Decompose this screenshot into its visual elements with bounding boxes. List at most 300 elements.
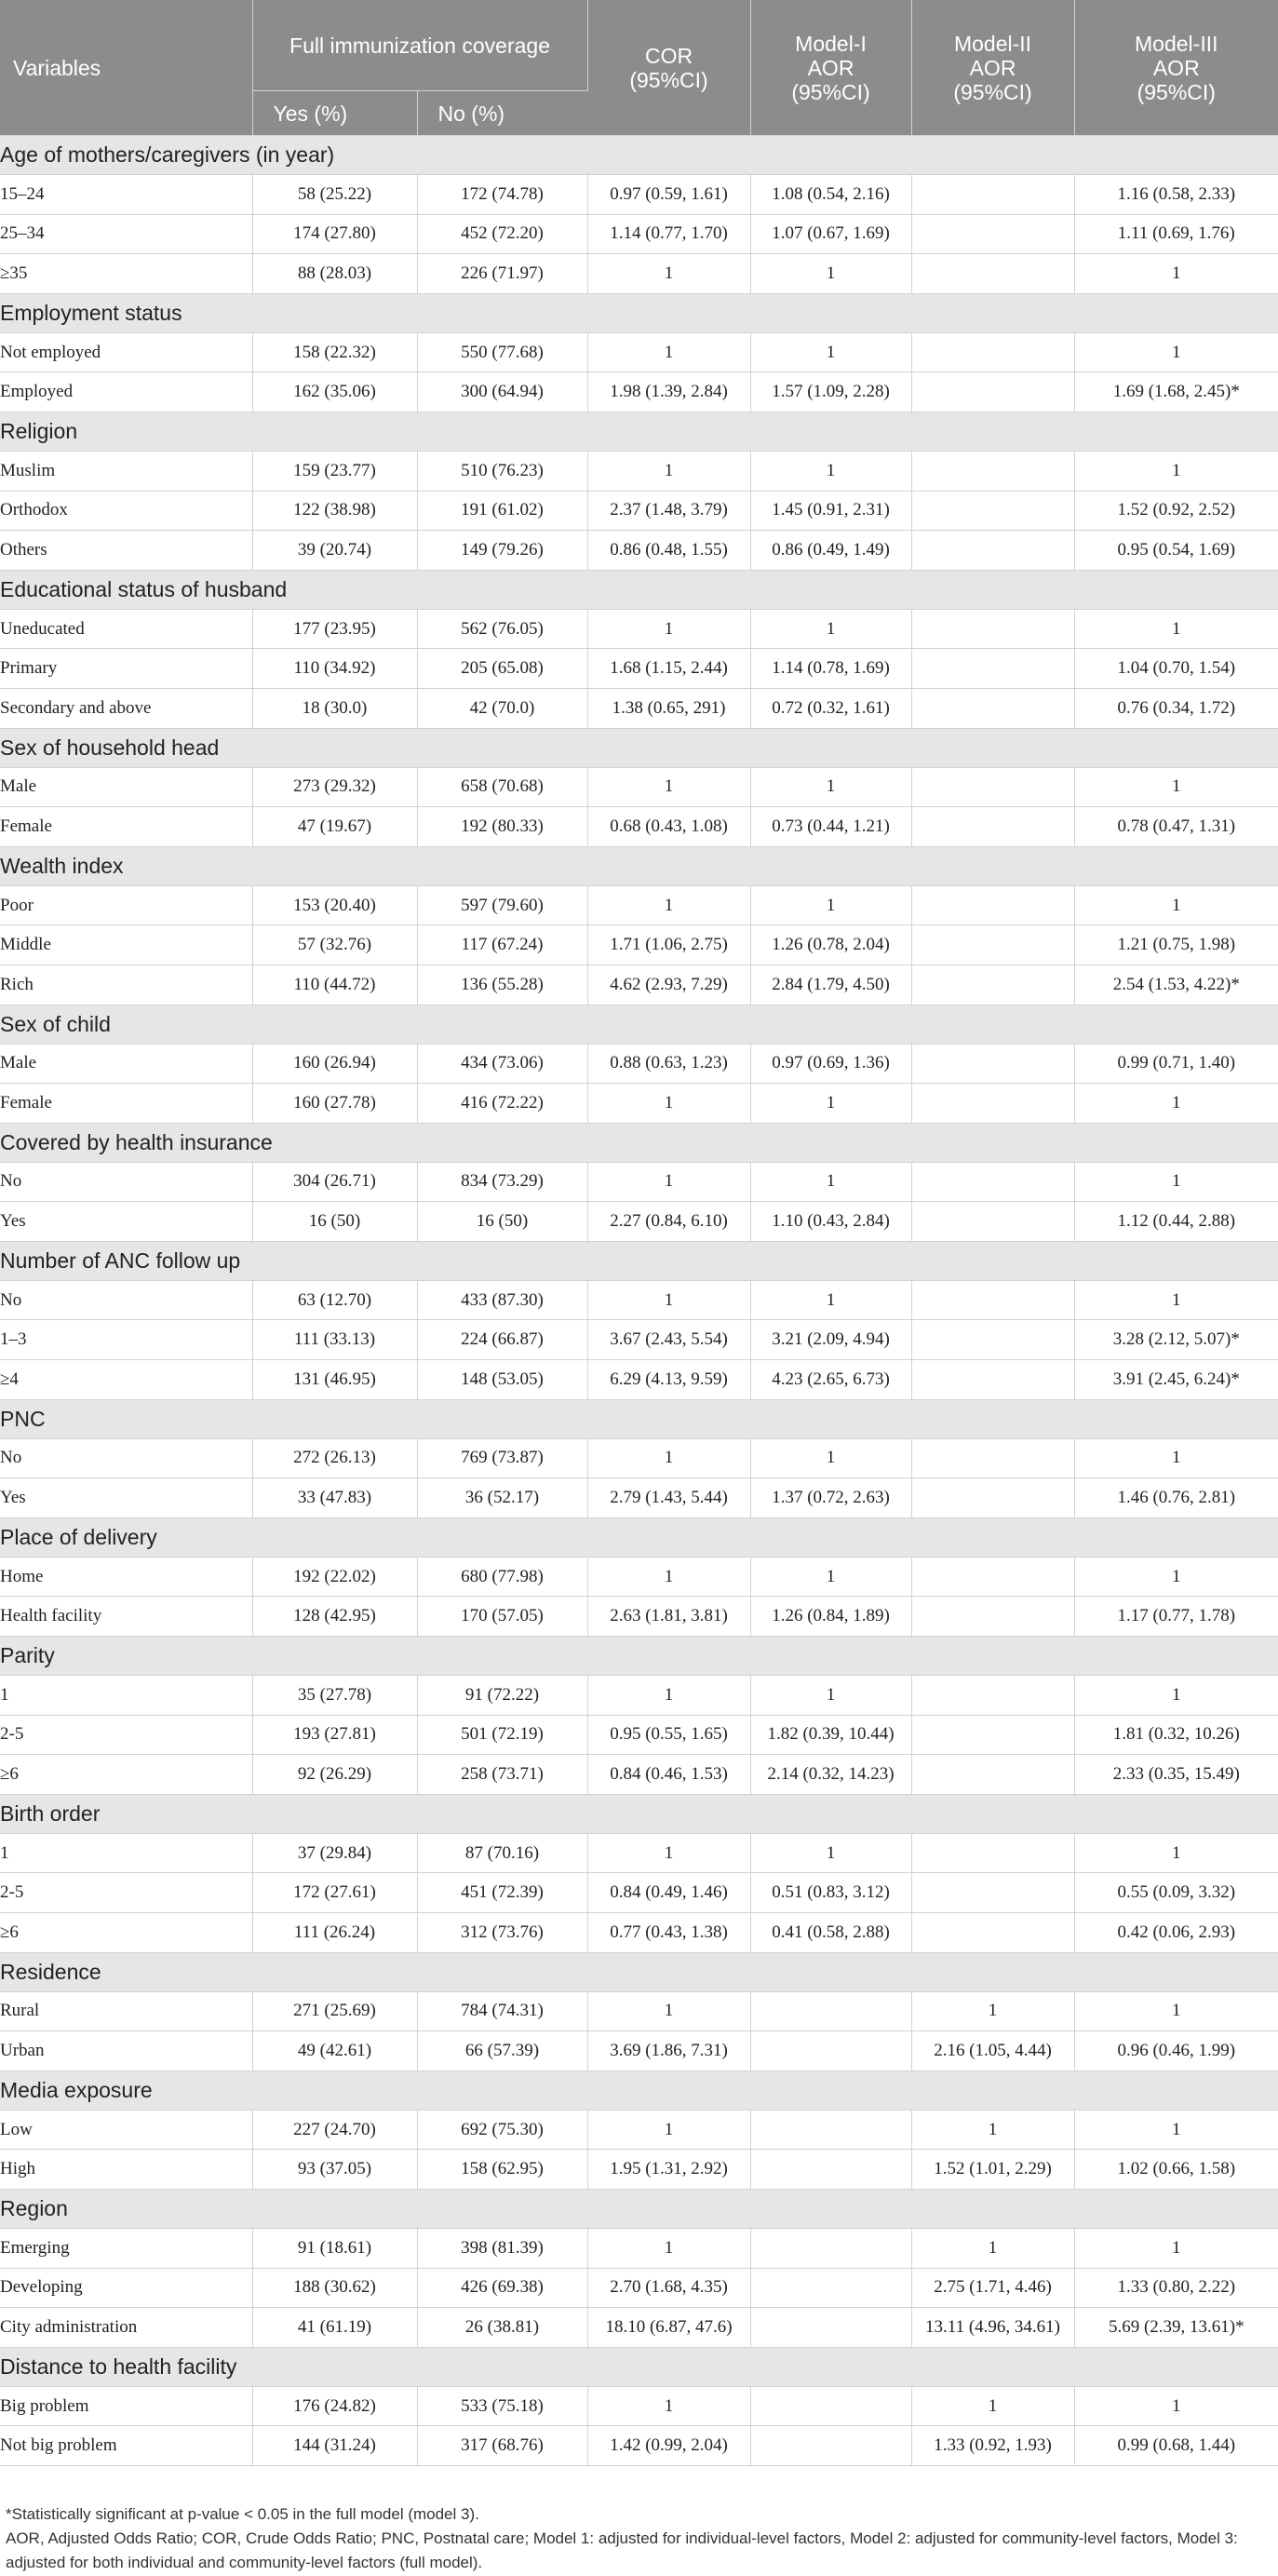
- model2-cell: [911, 1913, 1074, 1953]
- row-label: 2-5: [0, 1873, 252, 1913]
- row-label: Employed: [0, 372, 252, 412]
- row-label: Orthodox: [0, 491, 252, 531]
- model2-cell: 1.52 (1.01, 2.29): [911, 2150, 1074, 2190]
- section-header-row: [0, 570, 1278, 609]
- model3-cell: 0.99 (0.71, 1.40): [1074, 1044, 1278, 1084]
- section-title: Wealth index: [0, 846, 1278, 885]
- model1-cell: 1: [750, 1438, 911, 1478]
- cor-cell: 6.29 (4.13, 9.59): [587, 1360, 750, 1400]
- section-title: Place of delivery: [0, 1517, 1278, 1557]
- table-row: [0, 2268, 1278, 2308]
- no-cell: 192 (80.33): [417, 807, 587, 847]
- yes-cell: 92 (26.29): [252, 1755, 417, 1795]
- model3-cell: 1: [1074, 2228, 1278, 2268]
- model2-cell: [911, 925, 1074, 965]
- table-row: [0, 1084, 1278, 1124]
- row-label: Others: [0, 531, 252, 571]
- row-label: ≥6: [0, 1755, 252, 1795]
- row-label: Low: [0, 2110, 252, 2150]
- table-row: [0, 1991, 1278, 2031]
- row-label: Emerging: [0, 2228, 252, 2268]
- table-row: [0, 1360, 1278, 1400]
- yes-cell: 193 (27.81): [252, 1715, 417, 1755]
- cor-cell: 1: [587, 1438, 750, 1478]
- model3-cell: 3.91 (2.45, 6.24)*: [1074, 1360, 1278, 1400]
- model1-cell: [750, 2386, 911, 2426]
- cor-cell: 1: [587, 1280, 750, 1320]
- table-row: [0, 1715, 1278, 1755]
- model3-cell: 1.17 (0.77, 1.78): [1074, 1597, 1278, 1637]
- cor-cell: 2.27 (0.84, 6.10): [587, 1202, 750, 1242]
- no-cell: 510 (76.23): [417, 451, 587, 491]
- table-row: [0, 1320, 1278, 1360]
- header-model3-line2: AOR: [1152, 55, 1200, 80]
- section-header-row: [0, 846, 1278, 885]
- model2-cell: [911, 885, 1074, 925]
- table-row: [0, 925, 1278, 965]
- yes-cell: 39 (20.74): [252, 531, 417, 571]
- row-label: No: [0, 1162, 252, 1202]
- yes-cell: 177 (23.95): [252, 609, 417, 649]
- table-row: [0, 2031, 1278, 2071]
- row-label: Muslim: [0, 451, 252, 491]
- table-row: [0, 609, 1278, 649]
- model1-cell: [750, 2268, 911, 2308]
- yes-cell: 88 (28.03): [252, 254, 417, 294]
- model1-cell: 1.37 (0.72, 2.63): [750, 1478, 911, 1518]
- table-row: [0, 214, 1278, 254]
- header-model3-line1: Model-III: [1135, 31, 1218, 56]
- table-row: [0, 1557, 1278, 1597]
- table-header-row: [0, 0, 1278, 91]
- section-title: Religion: [0, 411, 1278, 451]
- no-cell: 769 (73.87): [417, 1438, 587, 1478]
- table-row: [0, 1202, 1278, 1242]
- model3-cell: 5.69 (2.39, 13.61)*: [1074, 2308, 1278, 2348]
- model2-cell: [911, 807, 1074, 847]
- cor-cell: 1: [587, 1833, 750, 1873]
- model1-cell: 1.45 (0.91, 2.31): [750, 491, 911, 531]
- model1-cell: [750, 1991, 911, 2031]
- footnotes: [6, 2502, 1271, 2575]
- model1-cell: 0.41 (0.58, 2.88): [750, 1913, 911, 1953]
- row-label: Rural: [0, 1991, 252, 2031]
- no-cell: 533 (75.18): [417, 2386, 587, 2426]
- yes-cell: 304 (26.71): [252, 1162, 417, 1202]
- header-model3-line3: (95%CI): [1137, 79, 1216, 104]
- no-cell: 36 (52.17): [417, 1478, 587, 1518]
- model1-cell: 0.73 (0.44, 1.21): [750, 807, 911, 847]
- yes-cell: 122 (38.98): [252, 491, 417, 531]
- yes-cell: 16 (50): [252, 1202, 417, 1242]
- no-cell: 117 (67.24): [417, 925, 587, 965]
- yes-cell: 111 (26.24): [252, 1913, 417, 1953]
- model3-cell: 1: [1074, 609, 1278, 649]
- table-row: [0, 2426, 1278, 2466]
- model2-cell: 2.16 (1.05, 4.44): [911, 2031, 1074, 2071]
- header-model1-line1: Model-I: [795, 31, 867, 56]
- cor-cell: 0.97 (0.59, 1.61): [587, 175, 750, 215]
- no-cell: 501 (72.19): [417, 1715, 587, 1755]
- table-body: [0, 136, 1278, 2466]
- model3-cell: 1: [1074, 1162, 1278, 1202]
- model2-cell: [911, 964, 1074, 1005]
- no-cell: 224 (66.87): [417, 1320, 587, 1360]
- section-header-row: [0, 1005, 1278, 1044]
- model1-cell: 1: [750, 767, 911, 807]
- yes-cell: 57 (32.76): [252, 925, 417, 965]
- table-row: [0, 254, 1278, 294]
- model1-cell: [750, 2150, 911, 2190]
- row-label: 2-5: [0, 1715, 252, 1755]
- model3-cell: 1.46 (0.76, 2.81): [1074, 1478, 1278, 1518]
- model2-cell: [911, 372, 1074, 412]
- header-model3: [1074, 0, 1278, 136]
- header-no: No (%): [417, 91, 587, 136]
- section-title: Employment status: [0, 293, 1278, 332]
- no-cell: 433 (87.30): [417, 1280, 587, 1320]
- no-cell: 451 (72.39): [417, 1873, 587, 1913]
- header-variables: Variables: [0, 0, 252, 136]
- no-cell: 562 (76.05): [417, 609, 587, 649]
- model2-cell: [911, 1044, 1074, 1084]
- row-label: Male: [0, 1044, 252, 1084]
- section-title: PNC: [0, 1399, 1278, 1438]
- model3-cell: 1: [1074, 2110, 1278, 2150]
- no-cell: 87 (70.16): [417, 1833, 587, 1873]
- section-title: Media exposure: [0, 2070, 1278, 2110]
- header-model2: [911, 0, 1074, 136]
- model3-cell: 1: [1074, 451, 1278, 491]
- model3-cell: 0.78 (0.47, 1.31): [1074, 807, 1278, 847]
- model1-cell: 1.82 (0.39, 10.44): [750, 1715, 911, 1755]
- table-row: [0, 767, 1278, 807]
- cor-cell: 1.14 (0.77, 1.70): [587, 214, 750, 254]
- table-row: [0, 1755, 1278, 1795]
- header-model1-line2: AOR: [807, 55, 854, 80]
- model1-cell: 1: [750, 1676, 911, 1716]
- model1-cell: 1.08 (0.54, 2.16): [750, 175, 911, 215]
- cor-cell: 2.63 (1.81, 3.81): [587, 1597, 750, 1637]
- model2-cell: [911, 1478, 1074, 1518]
- model2-cell: [911, 451, 1074, 491]
- cor-cell: 2.79 (1.43, 5.44): [587, 1478, 750, 1518]
- cor-cell: 1.71 (1.06, 2.75): [587, 925, 750, 965]
- model2-cell: [911, 531, 1074, 571]
- model2-cell: [911, 1084, 1074, 1124]
- yes-cell: 131 (46.95): [252, 1360, 417, 1400]
- no-cell: 136 (55.28): [417, 964, 587, 1005]
- model3-cell: 1.11 (0.69, 1.76): [1074, 214, 1278, 254]
- section-title: Sex of household head: [0, 728, 1278, 767]
- no-cell: 42 (70.0): [417, 688, 587, 728]
- row-label: Primary: [0, 649, 252, 689]
- no-cell: 312 (73.76): [417, 1913, 587, 1953]
- table-row: [0, 491, 1278, 531]
- cor-cell: 1: [587, 1557, 750, 1597]
- model2-cell: [911, 1438, 1074, 1478]
- model3-cell: 3.28 (2.12, 5.07)*: [1074, 1320, 1278, 1360]
- row-label: Not big problem: [0, 2426, 252, 2466]
- cor-cell: 2.37 (1.48, 3.79): [587, 491, 750, 531]
- yes-cell: 37 (29.84): [252, 1833, 417, 1873]
- model2-cell: [911, 175, 1074, 215]
- model2-cell: [911, 1597, 1074, 1637]
- no-cell: 452 (72.20): [417, 214, 587, 254]
- row-label: Uneducated: [0, 609, 252, 649]
- model2-cell: [911, 1162, 1074, 1202]
- cor-cell: 1: [587, 767, 750, 807]
- model2-cell: [911, 1320, 1074, 1360]
- row-label: Home: [0, 1557, 252, 1597]
- row-label: No: [0, 1280, 252, 1320]
- yes-cell: 33 (47.83): [252, 1478, 417, 1518]
- yes-cell: 272 (26.13): [252, 1438, 417, 1478]
- yes-cell: 128 (42.95): [252, 1597, 417, 1637]
- section-header-row: [0, 136, 1278, 175]
- model1-cell: 3.21 (2.09, 4.94): [750, 1320, 911, 1360]
- header-model2-line1: Model-II: [953, 31, 1032, 56]
- model1-cell: 4.23 (2.65, 6.73): [750, 1360, 911, 1400]
- model2-cell: [911, 688, 1074, 728]
- row-label: Male: [0, 767, 252, 807]
- model3-cell: 0.42 (0.06, 2.93): [1074, 1913, 1278, 1953]
- section-title: Residence: [0, 1952, 1278, 1991]
- model2-cell: [911, 1557, 1074, 1597]
- model2-cell: 1.33 (0.92, 1.93): [911, 2426, 1074, 2466]
- model1-cell: 0.51 (0.83, 3.12): [750, 1873, 911, 1913]
- no-cell: 550 (77.68): [417, 332, 587, 372]
- yes-cell: 93 (37.05): [252, 2150, 417, 2190]
- no-cell: 226 (71.97): [417, 254, 587, 294]
- model2-cell: [911, 332, 1074, 372]
- cor-cell: 0.86 (0.48, 1.55): [587, 531, 750, 571]
- cor-cell: 1: [587, 1084, 750, 1124]
- row-label: ≥6: [0, 1913, 252, 1953]
- model3-cell: 0.96 (0.46, 1.99): [1074, 2031, 1278, 2071]
- no-cell: 191 (61.02): [417, 491, 587, 531]
- yes-cell: 159 (23.77): [252, 451, 417, 491]
- yes-cell: 110 (34.92): [252, 649, 417, 689]
- cor-cell: 1.42 (0.99, 2.04): [587, 2426, 750, 2466]
- model3-cell: 1.02 (0.66, 1.58): [1074, 2150, 1278, 2190]
- model3-cell: 1.21 (0.75, 1.98): [1074, 925, 1278, 965]
- table-row: [0, 372, 1278, 412]
- model2-cell: [911, 1676, 1074, 1716]
- model3-cell: 1: [1074, 254, 1278, 294]
- model3-cell: 1: [1074, 1438, 1278, 1478]
- no-cell: 784 (74.31): [417, 1991, 587, 2031]
- model2-cell: [911, 1833, 1074, 1873]
- model1-cell: 1: [750, 609, 911, 649]
- cor-cell: 1: [587, 1991, 750, 2031]
- no-cell: 834 (73.29): [417, 1162, 587, 1202]
- section-header-row: [0, 1952, 1278, 1991]
- model3-cell: 1: [1074, 1676, 1278, 1716]
- model3-cell: 1: [1074, 332, 1278, 372]
- model1-cell: 1: [750, 1833, 911, 1873]
- cor-cell: 3.69 (1.86, 7.31): [587, 2031, 750, 2071]
- model3-cell: 1.04 (0.70, 1.54): [1074, 649, 1278, 689]
- header-cor: [587, 0, 750, 136]
- cor-cell: 1: [587, 332, 750, 372]
- table-row: [0, 531, 1278, 571]
- yes-cell: 111 (33.13): [252, 1320, 417, 1360]
- section-header-row: [0, 1637, 1278, 1676]
- row-label: Yes: [0, 1202, 252, 1242]
- model1-cell: 1: [750, 451, 911, 491]
- table-row: [0, 1913, 1278, 1953]
- model1-cell: 1: [750, 1280, 911, 1320]
- row-label: Developing: [0, 2268, 252, 2308]
- row-label: Female: [0, 1084, 252, 1124]
- model2-cell: [911, 767, 1074, 807]
- model1-cell: [750, 2110, 911, 2150]
- model2-cell: [911, 1715, 1074, 1755]
- model3-cell: 1.12 (0.44, 2.88): [1074, 1202, 1278, 1242]
- table-row: [0, 964, 1278, 1005]
- yes-cell: 192 (22.02): [252, 1557, 417, 1597]
- footnote-abbreviations: AOR, Adjusted Odds Ratio; COR, Crude Odds Ratio; PNC, Postnatal care; Model 1: adjusted for individual-level factors, Model 2: adjusted for community-level factors, Model 3: adjusted for both individual and community-level factors (full model).: [6, 2529, 1238, 2571]
- model3-cell: 1.16 (0.58, 2.33): [1074, 175, 1278, 215]
- yes-cell: 49 (42.61): [252, 2031, 417, 2071]
- yes-cell: 172 (27.61): [252, 1873, 417, 1913]
- cor-cell: 4.62 (2.93, 7.29): [587, 964, 750, 1005]
- section-header-row: [0, 2189, 1278, 2228]
- cor-cell: 1: [587, 451, 750, 491]
- table-row: [0, 332, 1278, 372]
- yes-cell: 174 (27.80): [252, 214, 417, 254]
- row-label: High: [0, 2150, 252, 2190]
- model1-cell: 1: [750, 885, 911, 925]
- table-row: [0, 885, 1278, 925]
- model3-cell: 0.99 (0.68, 1.44): [1074, 2426, 1278, 2466]
- section-header-row: [0, 1517, 1278, 1557]
- model1-cell: 0.72 (0.32, 1.61): [750, 688, 911, 728]
- no-cell: 149 (79.26): [417, 531, 587, 571]
- section-header-row: [0, 411, 1278, 451]
- row-label: ≥35: [0, 254, 252, 294]
- yes-cell: 58 (25.22): [252, 175, 417, 215]
- yes-cell: 162 (35.06): [252, 372, 417, 412]
- row-label: 1: [0, 1833, 252, 1873]
- model2-cell: [911, 609, 1074, 649]
- table-row: [0, 1676, 1278, 1716]
- table-row: [0, 1597, 1278, 1637]
- row-label: 15–24: [0, 175, 252, 215]
- section-header-row: [0, 293, 1278, 332]
- model2-cell: [911, 1873, 1074, 1913]
- model3-cell: 0.55 (0.09, 3.32): [1074, 1873, 1278, 1913]
- section-header-row: [0, 2070, 1278, 2110]
- no-cell: 258 (73.71): [417, 1755, 587, 1795]
- row-label: Urban: [0, 2031, 252, 2071]
- cor-cell: 1: [587, 2386, 750, 2426]
- table-row: [0, 1873, 1278, 1913]
- cor-cell: 0.88 (0.63, 1.23): [587, 1044, 750, 1084]
- cor-cell: 2.70 (1.68, 4.35): [587, 2268, 750, 2308]
- model1-cell: 1.10 (0.43, 2.84): [750, 1202, 911, 1242]
- model3-cell: 1: [1074, 1557, 1278, 1597]
- section-header-row: [0, 2347, 1278, 2386]
- yes-cell: 160 (26.94): [252, 1044, 417, 1084]
- table-row: [0, 175, 1278, 215]
- cor-cell: 1.95 (1.31, 2.92): [587, 2150, 750, 2190]
- model1-cell: 0.86 (0.49, 1.49): [750, 531, 911, 571]
- model2-cell: [911, 1360, 1074, 1400]
- header-cor-line2: (95%CI): [629, 67, 708, 92]
- row-label: Yes: [0, 1478, 252, 1518]
- row-label: No: [0, 1438, 252, 1478]
- table-row: [0, 2228, 1278, 2268]
- cor-cell: 1: [587, 1676, 750, 1716]
- model2-cell: 1: [911, 2110, 1074, 2150]
- model1-cell: 1: [750, 1084, 911, 1124]
- row-label: Health facility: [0, 1597, 252, 1637]
- cor-cell: 1: [587, 1162, 750, 1202]
- header-full-immunization: Full immunization coverage: [252, 0, 587, 91]
- no-cell: 300 (64.94): [417, 372, 587, 412]
- cor-cell: 0.84 (0.46, 1.53): [587, 1755, 750, 1795]
- row-label: 1–3: [0, 1320, 252, 1360]
- cor-cell: 3.67 (2.43, 5.54): [587, 1320, 750, 1360]
- section-title: Birth order: [0, 1794, 1278, 1833]
- header-cor-line1: COR: [644, 43, 693, 68]
- cor-cell: 1: [587, 2110, 750, 2150]
- yes-cell: 47 (19.67): [252, 807, 417, 847]
- model1-cell: 1: [750, 332, 911, 372]
- model3-cell: 1: [1074, 1084, 1278, 1124]
- model1-cell: 2.84 (1.79, 4.50): [750, 964, 911, 1005]
- table-row: [0, 2308, 1278, 2348]
- model1-cell: [750, 2308, 911, 2348]
- model1-cell: 1.57 (1.09, 2.28): [750, 372, 911, 412]
- section-title: Distance to health facility: [0, 2347, 1278, 2386]
- model2-cell: 1: [911, 2386, 1074, 2426]
- model3-cell: 1: [1074, 1833, 1278, 1873]
- model3-cell: 1: [1074, 2386, 1278, 2426]
- cor-cell: 1.98 (1.39, 2.84): [587, 372, 750, 412]
- model2-cell: 2.75 (1.71, 4.46): [911, 2268, 1074, 2308]
- row-label: Female: [0, 807, 252, 847]
- table-row: [0, 1044, 1278, 1084]
- no-cell: 416 (72.22): [417, 1084, 587, 1124]
- yes-cell: 153 (20.40): [252, 885, 417, 925]
- row-label: Poor: [0, 885, 252, 925]
- footnote-significance: *Statistically significant at p-value < 0.05 in the full model (model 3).: [6, 2505, 479, 2523]
- yes-cell: 227 (24.70): [252, 2110, 417, 2150]
- section-header-row: [0, 1399, 1278, 1438]
- model2-cell: [911, 649, 1074, 689]
- model1-cell: 2.14 (0.32, 14.23): [750, 1755, 911, 1795]
- model3-cell: 1.69 (1.68, 2.45)*: [1074, 372, 1278, 412]
- cor-cell: 1: [587, 2228, 750, 2268]
- no-cell: 158 (62.95): [417, 2150, 587, 2190]
- table-row: [0, 649, 1278, 689]
- yes-cell: 144 (31.24): [252, 2426, 417, 2466]
- model3-cell: 1: [1074, 885, 1278, 925]
- model1-cell: 1: [750, 1162, 911, 1202]
- header-model1: [750, 0, 911, 136]
- cor-cell: 1: [587, 254, 750, 294]
- model1-cell: 1.14 (0.78, 1.69): [750, 649, 911, 689]
- row-label: 25–34: [0, 214, 252, 254]
- row-label: Rich: [0, 964, 252, 1005]
- section-title: Number of ANC follow up: [0, 1241, 1278, 1280]
- no-cell: 26 (38.81): [417, 2308, 587, 2348]
- model2-cell: [911, 1755, 1074, 1795]
- model2-cell: [911, 1202, 1074, 1242]
